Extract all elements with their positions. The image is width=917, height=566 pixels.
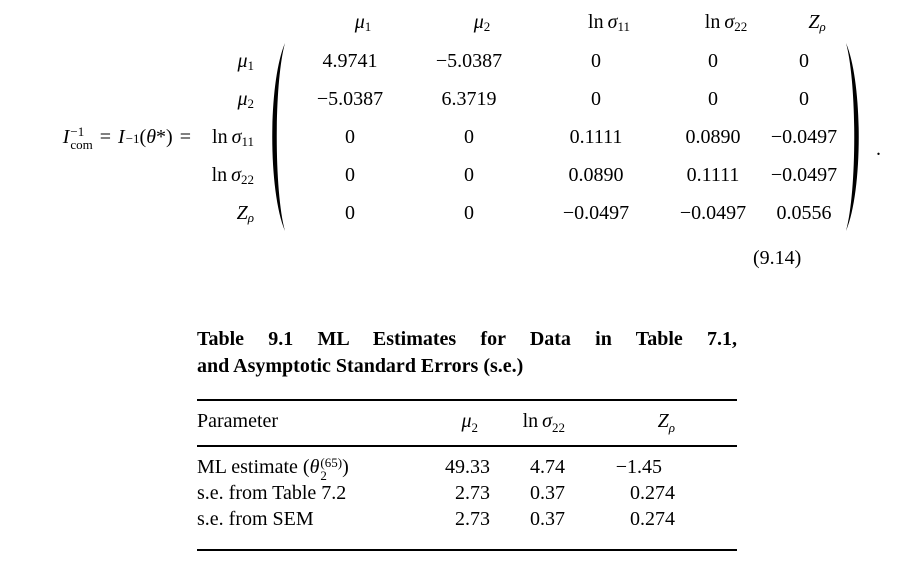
matrix-row-label-mu1 <box>200 42 258 80</box>
col-header-symbol: Z <box>808 10 820 33</box>
equation-block <box>8 2 892 232</box>
matrix-col-header-lnsigma22 <box>673 11 779 34</box>
matrix-cell: 0 <box>464 163 474 186</box>
matrix-cell: −0.0497 <box>770 163 838 186</box>
matrix-cell: 6.3719 <box>441 87 497 110</box>
row-label: s.e. from Table 7.2 <box>197 482 347 505</box>
col-header-subscript: 1 <box>364 19 372 34</box>
matrix-cell: −0.0497 <box>770 125 838 148</box>
row-label-text: ) <box>342 456 349 478</box>
cell-value: 0.274 <box>630 482 675 505</box>
matrix-row-label-lnsigma22 <box>200 156 258 194</box>
symbol-I: I <box>118 125 125 148</box>
matrix-cell: 0 <box>591 87 601 110</box>
table-title-line2: and Asymptotic Standard Errors (s.e.) <box>197 355 524 377</box>
header-symbol: Z <box>657 410 669 432</box>
equation-number: (9.14) <box>753 247 802 269</box>
table-caption-text: ML Estimates for Data in Table 7.1, <box>317 328 738 350</box>
right-paren-glyph <box>842 41 868 233</box>
superscript: (65) <box>320 455 343 471</box>
matrix-cell: −5.0387 <box>435 49 503 72</box>
column-header-zrho <box>567 400 737 446</box>
col-header-symbol: μ <box>473 10 484 33</box>
equals-sign: = <box>179 125 191 148</box>
matrix-cell: 0.1111 <box>569 125 623 148</box>
cell-value: 49.33 <box>445 456 490 478</box>
cell-value: 2.73 <box>455 508 490 531</box>
table-row-se-sem <box>197 506 737 550</box>
header-subscript: ρ <box>668 420 675 435</box>
row-label-subscript: 22 <box>241 172 254 187</box>
table-title <box>197 326 737 380</box>
cell-value: 0.274 <box>630 508 675 531</box>
row-label-symbol: σ <box>231 163 241 186</box>
matrix-cell: 0 <box>708 49 718 72</box>
row-label <box>197 446 407 484</box>
matrix-cell: 0 <box>591 49 601 72</box>
row-label: s.e. from SEM <box>197 508 314 531</box>
matrix-column-headers <box>8 2 892 42</box>
matrix-cell: −5.0387 <box>316 87 384 110</box>
matrix-row-label-lnsigma11 <box>200 118 258 156</box>
matrix-cell: 0 <box>708 87 718 110</box>
column-header-parameter: Parameter <box>197 400 407 446</box>
matrix-cell: 0.0890 <box>685 125 741 148</box>
symbol-I: I <box>62 125 70 148</box>
table-title-line1 <box>197 326 737 353</box>
col-header-symbol: σ <box>607 10 618 33</box>
table-header-row <box>197 400 737 446</box>
period-glyph: . <box>876 137 881 160</box>
supsub-I-com <box>70 126 92 150</box>
left-paren-glyph <box>263 41 289 233</box>
matrix-values <box>294 42 842 232</box>
row-label-prefix: ln <box>211 163 228 186</box>
row-label-subscript: ρ <box>247 210 254 225</box>
matrix-cell: 0 <box>799 49 809 72</box>
matrix-cell: −0.0497 <box>679 201 747 224</box>
table-block <box>197 326 737 551</box>
row-label-symbol: Z <box>236 201 248 224</box>
col-header-subscript: 11 <box>617 19 630 34</box>
row-label-prefix: ln <box>212 125 228 148</box>
asterisk: * <box>156 125 167 148</box>
matrix-left-paren <box>258 42 294 232</box>
subscript: 2 <box>320 468 327 484</box>
equals-sign: = <box>99 125 112 148</box>
header-symbol: σ <box>542 410 552 432</box>
row-label-symbol: μ <box>237 49 248 72</box>
matrix-cell: 0.0890 <box>568 163 624 186</box>
col-header-symbol: μ <box>354 10 365 33</box>
row-label-symbol: σ <box>231 125 242 148</box>
symbol-theta: θ <box>309 456 320 478</box>
header-subscript: 2 <box>471 420 478 435</box>
matrix-cell: 0 <box>464 201 474 224</box>
open-paren: ( <box>139 125 147 148</box>
table-row-se-table72 <box>197 480 737 506</box>
cell-value: 2.73 <box>455 482 490 505</box>
superscript: −1 <box>70 124 85 139</box>
col-header-prefix: ln <box>588 10 604 33</box>
col-header-subscript: 22 <box>734 19 748 34</box>
table-caption-label: Table 9.1 <box>197 328 294 350</box>
row-label-subscript: 11 <box>241 134 254 149</box>
row-label-text: ML estimate ( <box>197 456 310 478</box>
matrix-col-header-zrho <box>779 11 855 34</box>
matrix-col-header-mu1 <box>307 11 419 34</box>
row-label-symbol: μ <box>237 87 248 110</box>
matrix-cell: 0.0556 <box>776 201 832 224</box>
matrix-right-paren <box>842 42 876 232</box>
header-subscript: 22 <box>552 420 565 435</box>
equation-lhs <box>8 42 200 232</box>
header-prefix: ln <box>522 410 539 432</box>
close-paren: ) <box>166 125 173 148</box>
matrix-body <box>8 42 892 232</box>
supsub-theta <box>320 455 343 484</box>
matrix-row-label-mu2 <box>200 80 258 118</box>
matrix-cell: 0 <box>345 201 355 224</box>
column-header-mu2 <box>407 400 492 446</box>
cell-value: 4.74 <box>530 456 565 478</box>
data-table <box>197 399 737 551</box>
matrix-row-label-zrho <box>200 194 258 232</box>
superscript-I <box>125 130 140 146</box>
table-row-ml-estimate <box>197 446 737 480</box>
matrix-col-header-lnsigma11 <box>545 11 673 34</box>
col-header-symbol: σ <box>724 10 735 33</box>
row-label-subscript: 1 <box>247 58 254 73</box>
equation-period <box>876 42 892 232</box>
superscript: −1 <box>125 130 140 146</box>
matrix-cell: 4.9741 <box>322 49 378 72</box>
matrix-cell: 0 <box>345 125 355 148</box>
cell-value: 0.37 <box>530 508 565 531</box>
matrix-cell: 0.1111 <box>686 163 740 186</box>
matrix-col-header-mu2 <box>419 11 545 34</box>
matrix-cell: 0 <box>799 87 809 110</box>
matrix-row-labels <box>200 42 258 232</box>
symbol-theta: θ <box>146 125 157 148</box>
cell-value: 0.37 <box>530 482 565 505</box>
header-symbol: μ <box>461 410 472 432</box>
col-header-prefix: ln <box>704 10 721 33</box>
col-header-subscript: 2 <box>483 19 491 34</box>
row-label-subscript: 2 <box>247 96 254 111</box>
col-header-subscript: ρ <box>819 19 826 34</box>
matrix-cell: 0 <box>464 125 474 148</box>
cell-value: −1.45 <box>615 456 662 478</box>
column-header-lnsigma22 <box>492 400 567 446</box>
subscript: com <box>70 137 93 152</box>
matrix-cell: 0 <box>345 163 355 186</box>
matrix-cell: −0.0497 <box>562 201 630 224</box>
